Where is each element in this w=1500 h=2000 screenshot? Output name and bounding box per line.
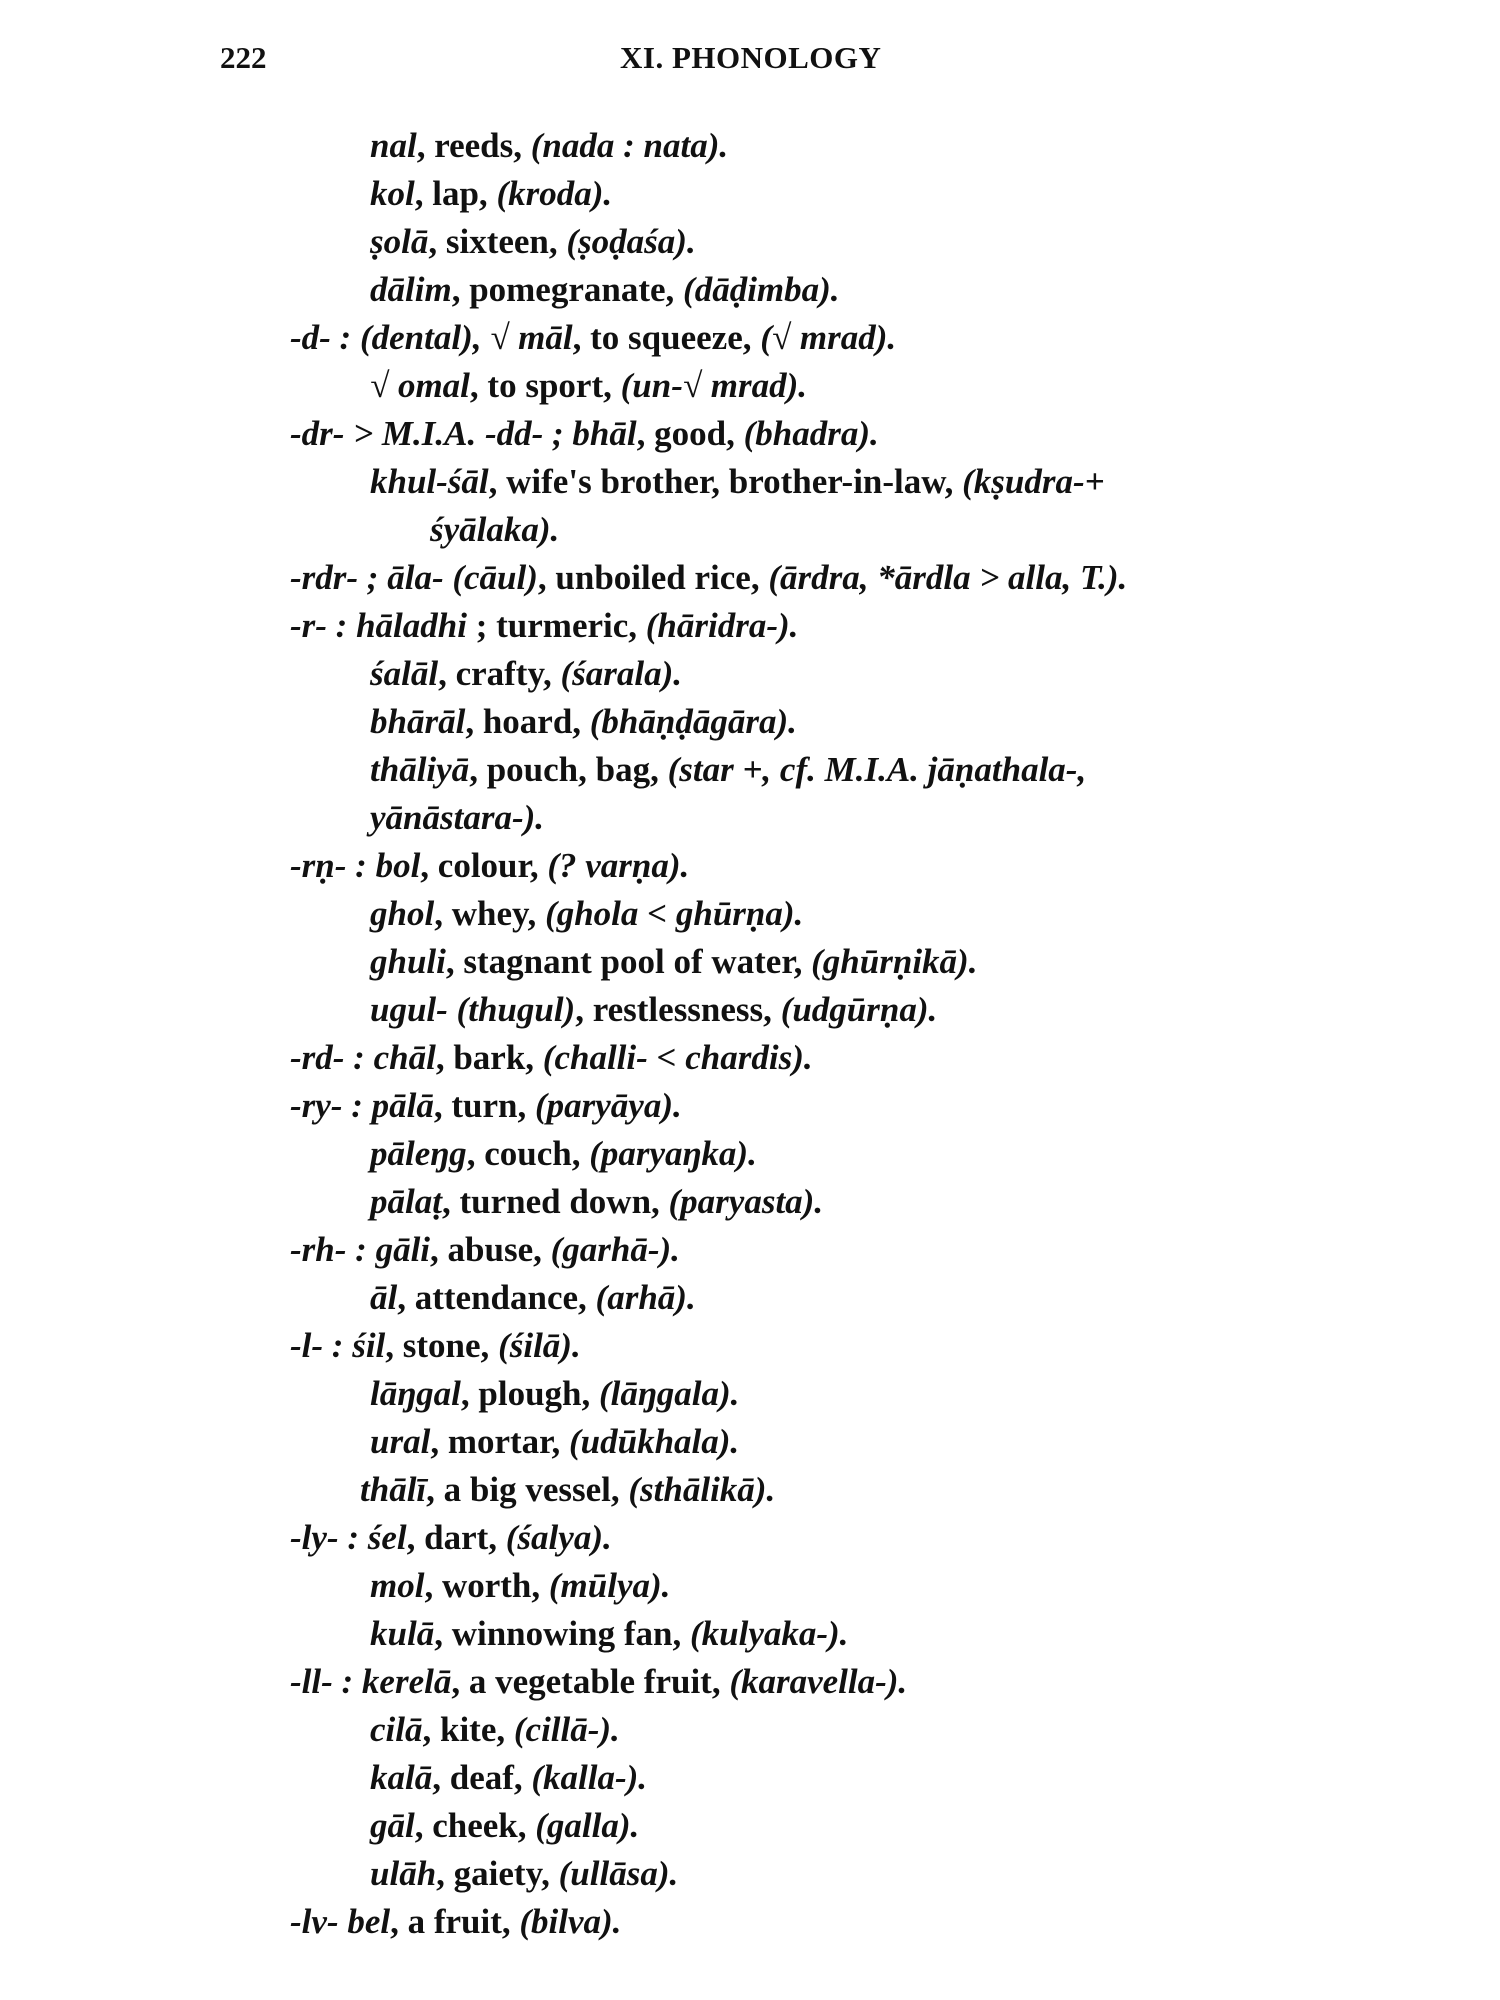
entry-line: -lv- bel, a fruit, (bilva). bbox=[290, 1902, 622, 1941]
entry-line: śyālaka). bbox=[430, 510, 560, 549]
entry-line: ṣolā, sixteen, (ṣoḍaśa). bbox=[370, 222, 696, 261]
entry-line: bhārāl, hoard, (bhāṇḍāgāra). bbox=[370, 702, 797, 741]
entry-line: -r- : hāladhi ; turmeric, (hāridra-). bbox=[290, 606, 799, 645]
entry-line: nal, reeds, (nada : nata). bbox=[370, 126, 729, 165]
entry-line: cilā, kite, (cillā-). bbox=[370, 1710, 620, 1749]
entry-line: pāleŋg, couch, (paryaŋka). bbox=[370, 1134, 757, 1173]
entry-line: ugul- (thugul), restlessness, (udgūrṇa). bbox=[370, 990, 938, 1029]
entry-line: -rṇ- : bol, colour, (? varṇa). bbox=[290, 846, 690, 885]
entry-line: khul-śāl, wife's brother, brother-in-law, (kṣudra-+ bbox=[370, 462, 1105, 501]
entry-line: -rd- : chāl, bark, (challi- < chardis). bbox=[290, 1038, 813, 1077]
entry-line: -ll- : kerelā, a vegetable fruit, (karavella-). bbox=[290, 1662, 908, 1701]
entry-line: kalā, deaf, (kalla-). bbox=[370, 1758, 648, 1797]
entry-line: -l- : śil, stone, (śilā). bbox=[290, 1326, 581, 1365]
entry-line: kol, lap, (kroda). bbox=[370, 174, 613, 213]
entry-line: śalāl, crafty, (śarala). bbox=[370, 654, 683, 693]
entry-line: yānāstara-). bbox=[370, 798, 545, 837]
entry-line: √ omal, to sport, (un-√ mrad). bbox=[370, 366, 808, 405]
entry-line: -dr- > M.I.A. -dd- ; bhāl, good, (bhadra). bbox=[290, 414, 879, 453]
entry-line: -rh- : gāli, abuse, (garhā-). bbox=[290, 1230, 680, 1269]
entry-line: kulā, winnowing fan, (kulyaka-). bbox=[370, 1614, 849, 1653]
entry-line: ural, mortar, (udūkhala). bbox=[370, 1422, 740, 1461]
entry-line: -ry- : pālā, turn, (paryāya). bbox=[290, 1086, 682, 1125]
running-head: XI. PHONOLOGY bbox=[620, 40, 882, 75]
entry-line: āl, attendance, (arhā). bbox=[370, 1278, 696, 1317]
entry-line: -rdr- ; āla- (cāul), unboiled rice, (ārdra, *ārdla > alla, T.). bbox=[290, 558, 1128, 597]
entry-line: dālim, pomegranate, (dāḍimba). bbox=[370, 270, 840, 309]
entry-line: gāl, cheek, (galla). bbox=[370, 1806, 640, 1845]
entry-line: ghuli, stagnant pool of water, (ghūrṇikā). bbox=[370, 942, 978, 981]
entry-line: ulāh, gaiety, (ullāsa). bbox=[370, 1854, 679, 1893]
entry-line: ghol, whey, (ghola < ghūrṇa). bbox=[370, 894, 804, 933]
entry-line: thāliyā, pouch, bag, (star +, cf. M.I.A. jāṇathala-, bbox=[370, 750, 1087, 789]
entry-line: mol, worth, (mūlya). bbox=[370, 1566, 671, 1605]
entry-line: lāŋgal, plough, (lāŋgala). bbox=[370, 1374, 740, 1413]
entry-line: pālaṭ, turned down, (paryasta). bbox=[370, 1182, 824, 1221]
entry-line: -d- : (dental), √ māl, to squeeze, (√ mrad). bbox=[290, 318, 897, 357]
page-number: 222 bbox=[220, 40, 267, 75]
entry-line: thālī, a big vessel, (sthālikā). bbox=[360, 1470, 776, 1509]
entry-line: -ly- : śel, dart, (śalya). bbox=[290, 1518, 612, 1557]
